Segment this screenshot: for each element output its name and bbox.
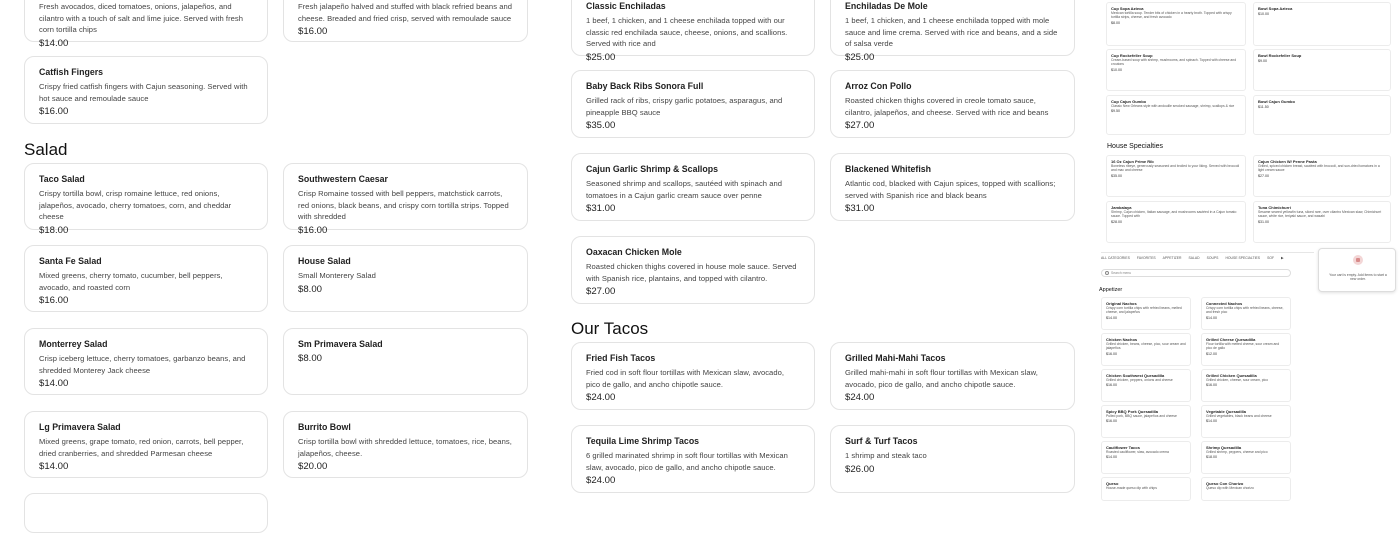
thumb-item-card[interactable]: Connected Nachos Crispy corn tortilla chips with refried beans, cheese, and fresh pico $14.00 xyxy=(1201,297,1291,330)
item-price: $14.00 xyxy=(39,461,69,473)
item-description: 1 beef, 1 chicken, and 1 cheese enchilada topped with mole sauce and lime crema. Served with rice and beans, and a side of salsa verde xyxy=(845,16,1058,49)
thumb-item-card[interactable]: Cup Rockefeller Soup Cream-based soup with shrimp, mushrooms, and spinach. Topped with cheese and croutons $10.00 xyxy=(1106,49,1246,91)
thumb-nav-more[interactable]: SOF xyxy=(1267,256,1275,260)
item-description: 6 grilled marinated shrimp in soft flour tortillas with Mexican slaw, avocado, pico de gallo, and ancho chipotle sauce. xyxy=(586,451,788,472)
item-name: Enchiladas De Mole xyxy=(845,1,928,11)
item-name: House Salad xyxy=(298,256,351,266)
thumb-item-card[interactable]: Vegetable Quesadilla Grilled vegetables, black beans and cheese $14.00 xyxy=(1201,405,1291,438)
thumb-nav-soups[interactable]: SOUPS xyxy=(1206,256,1219,260)
item-price: $26.00 xyxy=(845,463,875,475)
item-name: Baby Back Ribs Sonora Full xyxy=(586,81,704,91)
item-name: Classic Enchiladas xyxy=(586,1,666,11)
item-description: 1 beef, 1 chicken, and 1 cheese enchilada topped with our classic red enchilada sauce, cheese, onions, and scallions. Served with rice and xyxy=(586,16,788,49)
thumb-item-card[interactable]: Cup Cajun Gumbo Classic New Orleans style with andouille smoked sausage, shrimp, scallops & rice $9.50 xyxy=(1106,95,1246,135)
item-description: Crispy fried catfish fingers with Cajun seasoning. Served with hot sauce and remoulade sauce xyxy=(39,82,248,103)
item-price: $25.00 xyxy=(845,52,875,63)
item-description: Crispy tortilla bowl, crisp romaine lettuce, red onions, jalapeños, avocado, cherry tomatoes, corn, and cheddar cheese xyxy=(39,189,232,222)
menu-item-card[interactable] xyxy=(571,425,815,493)
thumb-item-card[interactable]: Shrimp Quesadilla Grilled shrimp, peppers, cheese and pico $18.00 xyxy=(1201,441,1291,474)
menu-item-card[interactable] xyxy=(571,153,815,221)
item-name: Monterrey Salad xyxy=(39,339,108,349)
thumb-nav-all[interactable]: ALL CATEGORIES xyxy=(1101,256,1130,260)
menu-item-card-partial[interactable] xyxy=(24,493,268,533)
item-description: Grilled mahi-mahi in soft flour tortillas with Mexican slaw, avocado, pico de gallo, and ancho chipotle sauce. xyxy=(845,368,1038,389)
item-name: Surf & Turf Tacos xyxy=(845,436,918,446)
thumb-item-card[interactable]: Queso House-made queso dip with chips xyxy=(1101,477,1191,501)
thumb-item-card[interactable]: Tuna Chimichurri Sesame seared yellowfin tuna, sliced rare, over cilantro Mexican slaw, Chimichurri sauce, white rice, teriyaki sauce, and wasabi $31.00 xyxy=(1253,201,1391,243)
thumb-item-card[interactable]: 16 Oz Cajun Prime Rib Boneless ribeye, generously seasoned and broiled to your liking. Served with broccoli and mac and cheese $35.00 xyxy=(1106,155,1246,197)
menu-item-card[interactable] xyxy=(830,0,1075,63)
thumb-item-card[interactable]: Queso Con Chorizo Queso dip with Mexican chorizo xyxy=(1201,477,1291,501)
item-price: $31.00 xyxy=(586,203,616,215)
menu-item-card[interactable] xyxy=(283,245,528,312)
item-price: $14.00 xyxy=(39,37,69,49)
item-name: Tequila Lime Shrimp Tacos xyxy=(586,436,700,446)
item-price: $14.00 xyxy=(39,378,69,390)
item-name: Catfish Fingers xyxy=(39,67,104,77)
item-description: Grilled rack of ribs, crispy garlic potatoes, asparagus, and pineapple BBQ sauce xyxy=(586,96,783,117)
item-name: Blackened Whitefish xyxy=(845,164,932,174)
item-name: Lg Primavera Salad xyxy=(39,422,121,432)
section-title-our-tacos: Our Tacos xyxy=(571,319,649,338)
item-description: Crisp tortilla bowl with shredded lettuce, tomatoes, rice, beans, jalapeños, cheese. xyxy=(298,437,512,458)
item-price: $24.00 xyxy=(586,475,616,487)
item-description: Roasted chicken thighs covered in creole tomato sauce, cilantro, jalapeños, and cheese. Served with rice and beans xyxy=(845,96,1049,117)
item-description: Mixed greens, cherry tomato, cucumber, bell peppers, avocado, and roasted corn xyxy=(39,271,223,292)
thumb-category-nav xyxy=(1101,256,1284,260)
thumb-cart-empty-text: Your cart is empty. Add items to start a new order. xyxy=(1329,273,1387,282)
thumb-divider xyxy=(1101,252,1314,253)
menu-item-card[interactable] xyxy=(24,56,268,124)
menu-item-card[interactable] xyxy=(571,236,815,304)
menu-item-card[interactable] xyxy=(571,342,815,410)
item-name: Burrito Bowl xyxy=(298,422,351,432)
item-name: Arroz Con Pollo xyxy=(845,81,912,91)
thumb-item-card[interactable]: Grilled Cheese Quesadilla Flour tortilla with melted cheese, sour cream and pico de gallo $12.00 xyxy=(1201,333,1291,366)
menu-item-card[interactable] xyxy=(283,411,528,478)
thumb-item-card[interactable]: Bowl Cajun Gumbo $11.50 xyxy=(1253,95,1391,135)
item-price: $20.00 xyxy=(298,461,328,473)
menu-item-card[interactable] xyxy=(283,163,528,236)
menu-item-card[interactable] xyxy=(571,70,815,138)
item-name: Santa Fe Salad xyxy=(39,256,102,266)
item-price: $35.00 xyxy=(586,120,616,132)
thumb-item-card[interactable]: Cup Sopa Azteca Mexican tortilla soup. Tender bits of chicken in a hearty broth. Topped with crispy tortilla strips, cheese, and fresh avocado $8.00 xyxy=(1106,2,1246,46)
cart-icon xyxy=(1353,255,1363,265)
item-price: $24.00 xyxy=(586,392,616,404)
thumb-section-house-specialties: House Specialties xyxy=(1107,143,1164,150)
menu-item-card[interactable] xyxy=(24,411,268,478)
section-title-salad: Salad xyxy=(24,140,68,159)
menu-item-card[interactable] xyxy=(24,328,268,395)
item-price: $27.00 xyxy=(586,286,616,298)
item-description: Small Monterery Salad xyxy=(298,271,376,280)
thumb-item-card[interactable]: Spicy BBQ Pork Quesadilla Pulled pork, BBQ sauce, jalapeños and cheese $16.00 xyxy=(1101,405,1191,438)
item-price: $8.00 xyxy=(298,353,323,364)
thumb-item-card[interactable]: Grilled Chicken Quesadilla Grilled chicken, cheese, sour cream, pico $16.00 xyxy=(1201,369,1291,402)
thumb-item-card[interactable]: Bowl Sopa Azteca $10.00 xyxy=(1253,2,1391,46)
search-icon xyxy=(1105,271,1109,275)
item-name: Southwestern Caesar xyxy=(298,174,388,184)
thumb-search-input[interactable] xyxy=(1101,269,1291,277)
menu-item-card[interactable] xyxy=(830,342,1075,410)
item-description: Fresh avocados, diced tomatoes, onions, jalapeños, and cilantro with a touch of salt and lime juice. Served with fresh corn tortilla chips xyxy=(39,2,244,35)
menu-item-card[interactable] xyxy=(830,425,1075,493)
thumb-item-card[interactable]: Bowl Rockefeller Soup $9.00 xyxy=(1253,49,1391,91)
item-price: $25.00 xyxy=(586,52,616,63)
item-description: Fried cod in soft flour tortillas with Mexican slaw, avocado, pico de gallo, and ancho chipotle sauce. xyxy=(586,368,785,389)
item-name: Oaxacan Chicken Mole xyxy=(586,247,682,257)
item-description: Roasted chicken thighs covered in house mole sauce. Served with Spanish rice, plantains, and topped with cilantro. xyxy=(586,262,797,283)
item-price: $8.00 xyxy=(298,283,323,295)
item-name: Taco Salad xyxy=(39,174,85,184)
item-description: Atlantic cod, blacked with Cajun spices, topped with scallions; served with Spanish rice and black beans xyxy=(845,179,1056,200)
thumb-nav-house[interactable]: HOUSE SPECIALTIES xyxy=(1225,256,1261,260)
thumb-search-placeholder: Search menu xyxy=(1111,271,1132,275)
thumb-item-card[interactable]: Chicken Southwest Quesadilla Grilled chicken, peppers, onions and cheese $16.00 xyxy=(1101,369,1191,402)
thumb-item-card[interactable]: Original Nachos Crispy corn tortilla chips with refried beans, melted cheese, and jalapeños $14.00 xyxy=(1101,297,1191,330)
menu-item-card[interactable] xyxy=(24,245,268,312)
menu-item-card[interactable] xyxy=(830,153,1075,221)
item-price: $18.00 xyxy=(39,224,69,236)
item-description: Seasoned shrimp and scallops, sautéed with spinach and tomatoes in a Cajun garlic cream sauce over penne xyxy=(586,179,783,200)
item-price: $16.00 xyxy=(298,225,328,236)
item-price: $16.00 xyxy=(39,106,69,118)
item-price: $27.00 xyxy=(845,120,875,132)
thumb-cart-empty-popup xyxy=(1318,248,1396,292)
thumb-item-card[interactable]: Cauliflower Tacos Roasted cauliflower, slaw, avocado crema $14.00 xyxy=(1101,441,1191,474)
thumb-item-card[interactable]: Jambalaya Shrimp, Cajun chicken, Italian sausage, and mushrooms sautéed in a Cajun tomato sauce. Topped with $28.00 xyxy=(1106,201,1246,243)
menu-item-card[interactable] xyxy=(24,0,268,49)
item-price: $24.00 xyxy=(845,392,875,404)
thumb-item-card[interactable]: Cajun Chicken W/ Penne Pasta Grilled, spiced chicken breast, sautéed with broccoli, and sun-dried tomatoes in a light cream sauce $27.00 xyxy=(1253,155,1391,197)
item-name: Fried Fish Tacos xyxy=(586,353,656,363)
thumb-item-card[interactable]: Chicken Nachos Grilled chicken, beans, cheese, pico, sour cream and jalapeños $16.00 xyxy=(1101,333,1191,366)
item-description: Fresh jalapeño halved and stuffed with black refried beans and cheese. Breaded and fried crisp, served with remoulade sauce xyxy=(298,2,513,23)
thumb-nav-next-icon[interactable]: ▶ xyxy=(1281,256,1284,260)
menu-item-card[interactable] xyxy=(283,0,528,42)
item-name: Sm Primavera Salad xyxy=(298,339,383,349)
item-price: $31.00 xyxy=(845,203,875,215)
menu-item-card[interactable] xyxy=(24,163,268,236)
thumb-nav-favorites[interactable]: FAVORITES xyxy=(1136,256,1156,260)
item-name: Cajun Garlic Shrimp & Scallops xyxy=(586,164,718,174)
item-price: $16.00 xyxy=(298,26,328,38)
thumb-nav-appetizer[interactable]: APPETIZER xyxy=(1162,256,1182,260)
item-description: Crisp iceberg lettuce, cherry tomatoes, garbanzo beans, and shredded Monterey Jack cheese xyxy=(39,354,246,375)
item-description: Crisp Romaine tossed with bell peppers, matchstick carrots, red onions, black beans, and crispy corn tortilla strips. Topped with shredded xyxy=(298,189,509,222)
menu-item-card[interactable] xyxy=(830,70,1075,138)
item-name: Grilled Mahi-Mahi Tacos xyxy=(845,353,946,363)
menu-item-card[interactable] xyxy=(571,0,815,63)
item-price: $16.00 xyxy=(39,295,69,307)
menu-item-card[interactable] xyxy=(283,328,528,395)
thumb-section-appetizer: Appetizer xyxy=(1099,287,1123,293)
thumb-nav-salad[interactable]: SALAD xyxy=(1188,256,1200,260)
item-description: Mixed greens, grape tomato, red onion, carrots, bell pepper, dried cranberries, and shredded Parmesan cheese xyxy=(39,437,244,458)
item-description: 1 shrimp and steak taco xyxy=(845,451,927,460)
